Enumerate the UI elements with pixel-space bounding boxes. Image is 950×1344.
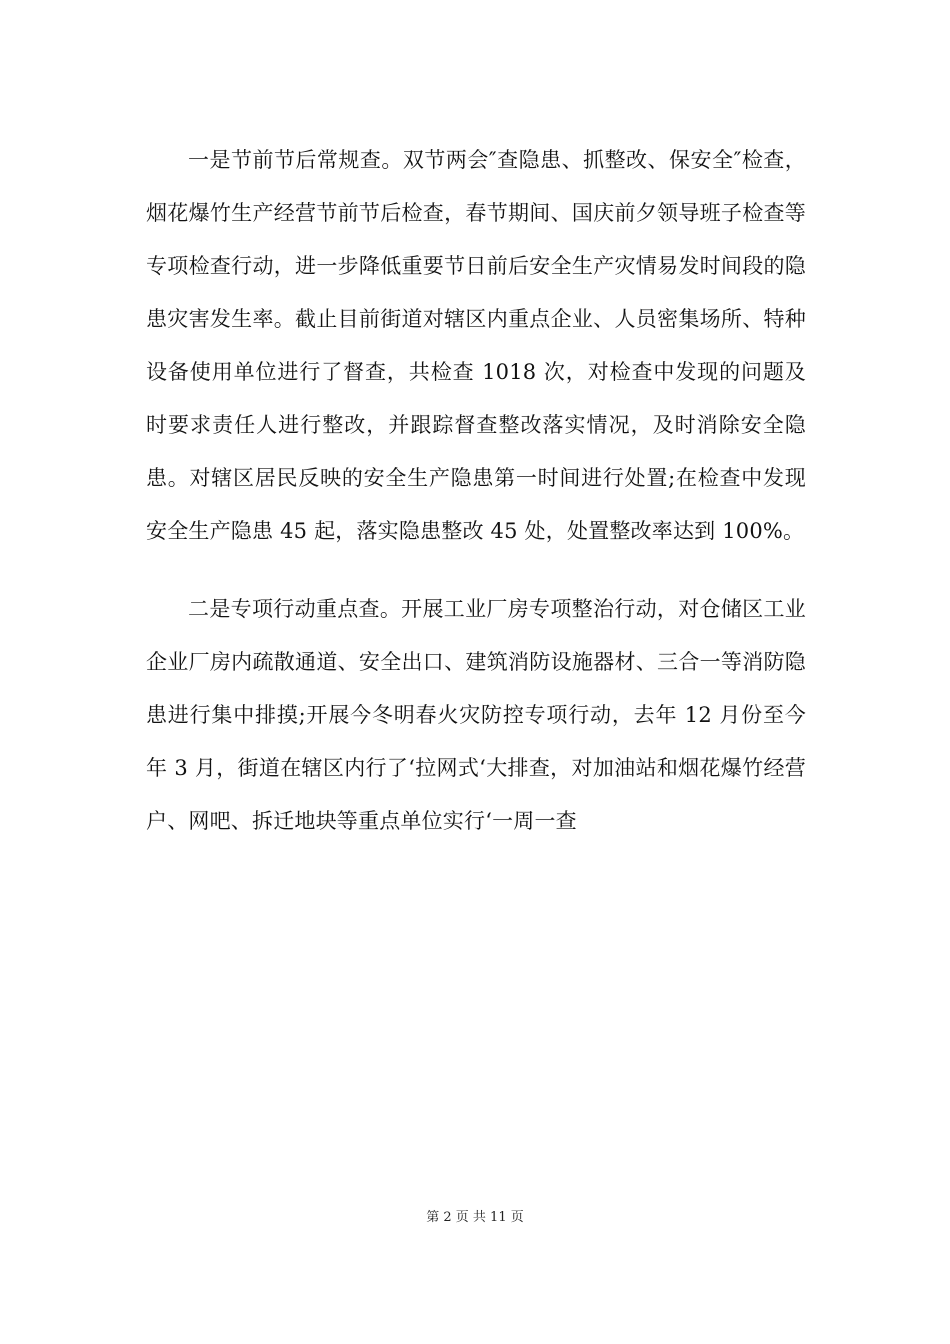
paragraph-routine-inspection: 一是节前节后常规查。双节两会″查隐患、抓整改、保安全″检查，烟花爆竹生产经营节前节后检查，春节期间、国庆前夕领导班子检查等专项检查行动，进一步降低重要节日前后安全生产灾情易发时间段的隐患灾害发生率。截止目前街道对辖区内重点企业、人员密集场所、特种设备使用单位进行了督查，共检查 1018 次，对检查中发现的问题及时要求责任人进行整改，并跟踪督查整改落实情况，及时消除安全隐患。对辖区居民反映的安全生产隐患第一时间进行处置;在检查中发现安全生产隐患 45 起，落实隐患整改 45 处，处置整改率达到 100%。 xyxy=(146,148,806,543)
body-text xyxy=(146,134,806,848)
paragraph-special-action-inspection: 二是专项行动重点查。开展工业厂房专项整治行动，对仓储区工业企业厂房内疏散通道、安全出口、建筑消防设施器材、三合一等消防隐患进行集中排摸;开展今冬明春火灾防控专项行动，去年 12 月份至今年 3 月，街道在辖区内行了‘拉网式‘大排查，对加油站和烟花爆竹经营户、网吧、拆迁地块等重点单位实行‘一周一查 xyxy=(146,597,806,833)
page-number-footer: 第 2 页 共 11 页 xyxy=(426,1210,524,1225)
